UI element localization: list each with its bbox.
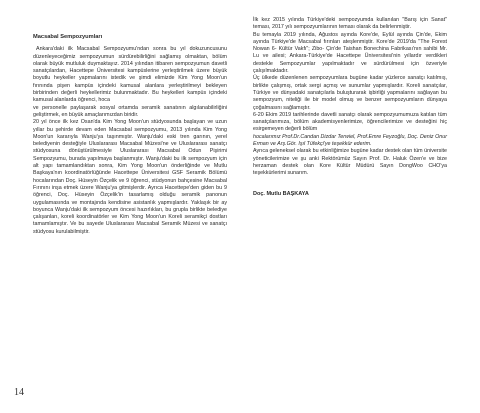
paragraph: ve personelle paylaşarak sosyal ortamda seramik sanatının algılanabilirliğini geliştirmek, en büyük amaçlarımızdan biridir. <box>33 104 227 118</box>
paragraph: İlk kez 2015 yılında Türkiye'deki sempozyumda kullanılan "Barış için Sanat" teması, 2017 yılı sempozyumlarının teması olarak da belirlenmiştir. <box>253 17 447 31</box>
spacer <box>253 178 447 184</box>
paragraph: Ankara'daki ilk Macsabal Sempozyumu'ndan sonra bu yıl dokuzuncusunu düzenleyeceğimiz sempozyumun sürdürebilirliğini sağlamış olmaktan, bölüm olarak büyük mutluluk duymaktayız. 2014 yılından itibaren sempozyumun davetli sanatçılardan, Hacettepe Üniversitesi kampüslerine yerleştirilmek üzere büyük boyutlu heykeller yapmalarını istedik ve şimdi elimizde Kim Yong Moon'un fırınında pişen kampüs içindeki kamusal alanlara yerleştirilmeyi bekleyen birbirinden değerli heykellerimiz bulunmaktadır. Bu heykelleri kampüs içindeki kamusal alanlarda öğrenci, hoca <box>33 46 227 104</box>
article-left-column <box>33 34 227 236</box>
paragraph: Ayrıca geleneksel olarak bu etkinliğimize bugüne kadar destek olan tüm üniversite yöneticilerimize ve şu anki Rektörümüz Sayın Prof. Dr. Haluk Özen'e ve bize herzaman destek olan Kore Kültür Müdürü Sayın DongWoo CHO'ya teşekkürlerimi sunarım. <box>253 148 447 177</box>
paragraph-acknowledged-faculty: hocalarımız Prof.Dr.Candan Dizdar Terwiel, Prof.Emre Feyzoğlu, Doç. Deniz Onur Erman ve Arş.Gör. Işıl Tüfekçi'ye teşekkür ederim. <box>253 133 447 148</box>
paragraph: 6-20 Ekim 2019 tarihlerinde davetli sanatçı olarak sempozyumumuza katılan tüm sanatçılarımıza, bölüm akademisyenlerimize, öğrencilerimize ve desteğini hiç esirgemeyen değerli bölüm <box>253 111 447 133</box>
paragraph: Üç ülkede düzenlenen sempozyumlara bugüne kadar yüzlerce sanatçı katılmış, birlikte çalışmış, ortak sergi açmış ve sunumlar yapmışlardır. Koreli sanatçılar, Türkiye ve dünyadaki sanatçılarla buluşturarak işbirliği yapmalarını sağlayan bu sempozyum, niteliği ile bir model olmuş ve benzer sempozyumların dünyaya çoğalmasını sağlamıştır. <box>253 75 447 111</box>
paragraph: Bu temayla 2019 yılında, Ağustos ayında Kore'de, Eylül ayında Çin'de, Ekim ayında Türkiye'de Macsabal fırınları ateşlenmiştir. Kore'de 2019'da "The Forest Nowan 6- Kültür Vakfı"; Zibo- Çin'de Taishan Bonechina Fabrikası'nın sahibi Mr. Lu ve ailesi; Ankara-Türkiye'de Hacettepe Üniversitesi'nin yıllardır verdikleri destekle Sempozyumlar yapılmaktadır ve sürdürülmesi için özveriyle çalışılmaktadır. <box>253 31 447 75</box>
author-signature: Doç. Mutlu BAŞKAYA <box>253 190 309 197</box>
article-right-column <box>253 17 447 198</box>
paragraph: 20 yıl önce ilk kez Osan'da Kim Yong Moon'un stüdyosunda başlayan ve uzun yıllar bu şehirde devam eden Macsabal sempozyumu, 2013 yılında Kim Yong Moon'un kararıyla Wanju'ya taşınmıştır. Wanju'daki eski tren garının, yerel belediyenin desteğiyle Uluslararası Macsabal Müzesi'ne ve Uluslararası sanatçı stüdyosuna dönüştürülmesiyle Uluslararası Macsabal Odun Pişirimi Sempozyumu, burada yapılmaya başlanmıştır. Wanju'daki bu ilk sempozyum için alt yapı tamamlandıktan sonra, Kim Yong Moon'un önderliğinde ve Mutlu Başkaya'nın koordinatörlüğünde Hacettepe Üniversitesi GSF Seramik Bölümü hocalarından Doç. Hüseyin Özçelik ve 9 öğrenci, stüdyonun bahçesine Macsabal Fırınını inşa etmek üzere Wanju'ya gitmişlerdir. Ayrıca Hacettepe'den giden bu 9 öğrenci, Doç. Hüseyin Özçelik'in tasarlamış olduğu seramik panonun uygulamasında ve montajında kendisine asistanlık yapmışlardır. Yaklaşık bir ay boyunca Wanju'daki ilk sempozyum öncesi hazırlıkları, bu grupla birlikte belediye çalışanları, koreli koordinatörler ve Kim Yong Moon'un Koreli seramikçi dostları tamamlamıştır. Ve bu sayede Uluslararası Macsabal Seramik Müzesi ve sanatçı stüdyosu kurulabilmiştir. <box>33 119 227 235</box>
article-title: Macsabal Sempozyumları <box>33 34 103 40</box>
page-number: 14 <box>14 387 24 398</box>
